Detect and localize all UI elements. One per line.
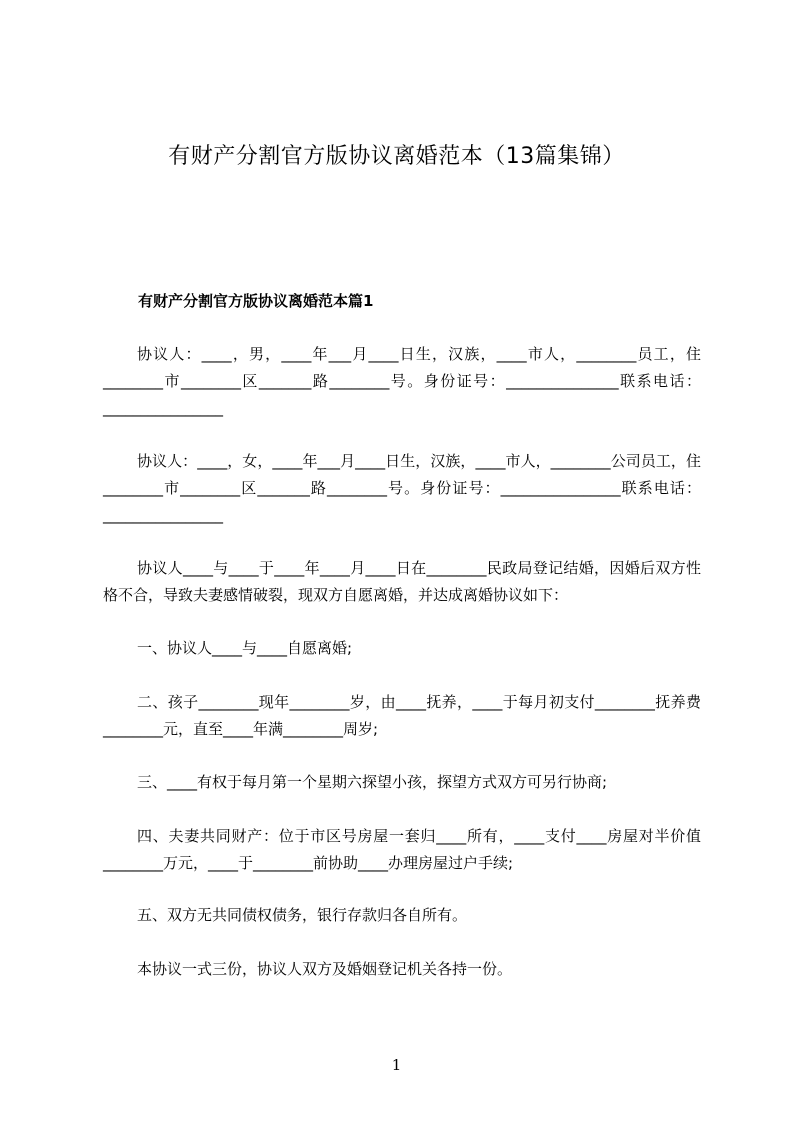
paragraph-clause-2: 二、孩子________现年________岁，由____抚养，____于每月初支付________抚养费________元，直至____年满________周岁;	[103, 693, 701, 738]
paragraph-clause-5: 五、双方无共同债权债务，银行存款归各自所有。	[137, 906, 468, 924]
paragraph-party-female: 协议人：____，女，____年___月____日生，汉族，____市人，________公司员工，住________市________区_______路________号。身份证号：________________联系电话：________________	[103, 452, 701, 524]
paragraph-marriage-info: 协议人____与____于____年____月____日在________民政局登记结婚，因婚后双方性格不合，导致夫妻感情破裂，现双方自愿离婚，并达成离婚协议如下：	[103, 559, 701, 604]
paragraph-clause-1: 一、协议人____与____自愿离婚;	[137, 639, 353, 657]
paragraph-copies: 本协议一式三份，协议人双方及婚姻登记机关各持一份。	[137, 960, 513, 978]
document-title: 有财产分割官方版协议离婚范本（13篇集锦）	[168, 144, 625, 169]
paragraph-party-male: 协议人：____，男，____年___月____日生，汉族，____市人，________员工，住________市________区_______路________号。身份证号：_______________联系电话：________________	[103, 345, 701, 417]
paragraph-clause-4: 四、夫妻共同财产：位于市区号房屋一套归____所有，____支付____房屋对半价值________万元，____于________前协助____办理房屋过户手续;	[103, 827, 701, 872]
section-title: 有财产分割官方版协议离婚范本篇1	[138, 292, 374, 310]
paragraph-clause-3: 三、____有权于每月第一个星期六探望小孩，探望方式双方可另行协商;	[137, 773, 608, 791]
page-number: 1	[391, 1056, 402, 1074]
